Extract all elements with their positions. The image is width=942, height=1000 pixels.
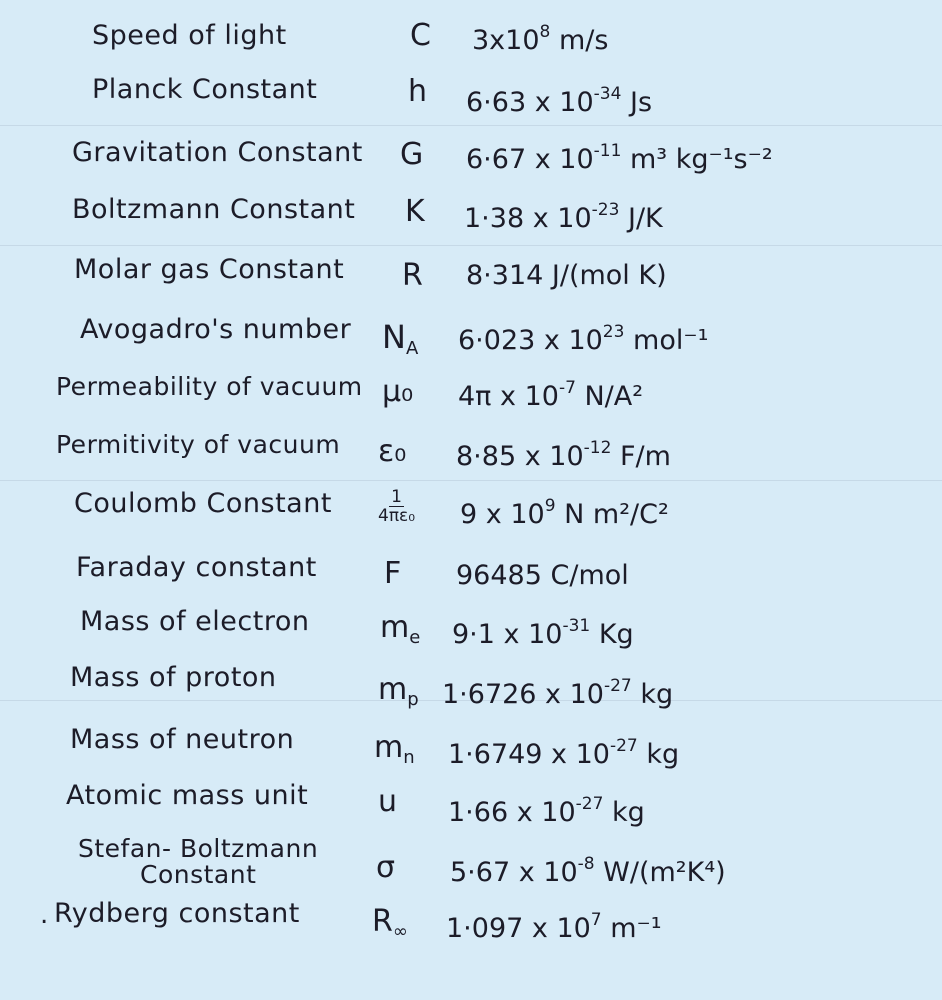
constant-value (456, 560, 629, 591)
constant-value (460, 496, 669, 530)
constant-symbol-fraction (378, 488, 415, 525)
constant-name-line2: Constant (140, 860, 257, 889)
value-unit: N/A² (584, 381, 644, 412)
constant-symbol: C (410, 18, 431, 53)
constant-row-faraday (0, 546, 942, 604)
constant-row-permeability (0, 368, 942, 426)
constant-symbol (380, 610, 420, 648)
constant-name: Avogadro's number (80, 314, 352, 345)
constant-row-coulomb (0, 486, 942, 544)
value-exponent: -12 (583, 438, 612, 458)
symbol-main: m (374, 730, 404, 765)
constant-row-planck (0, 72, 942, 130)
constant-symbol (378, 672, 419, 710)
constant-symbol: μ₀ (382, 374, 414, 409)
value-unit: J/(mol K) (551, 260, 667, 291)
constant-value (472, 22, 608, 56)
value-exponent: 8 (539, 22, 551, 42)
value-exponent: -7 (558, 378, 576, 398)
constant-row-molar-gas (0, 252, 942, 310)
symbol-subscript: p (407, 689, 419, 710)
constant-value (448, 794, 645, 828)
constant-symbol: K (405, 194, 425, 229)
constant-symbol: ε₀ (378, 434, 407, 469)
value-exponent: -27 (575, 794, 604, 814)
constant-value (458, 322, 708, 356)
value-mantissa: 9·1 x 10 (452, 619, 563, 650)
value-mantissa: 1·6749 x 10 (448, 739, 610, 770)
value-mantissa: 4π x 10 (458, 381, 559, 412)
constant-name: Faraday constant (76, 552, 317, 583)
value-mantissa: 96485 (456, 560, 542, 591)
constant-value (458, 378, 643, 412)
constant-name: Atomic mass unit (66, 780, 309, 811)
value-unit: F/m (620, 441, 671, 472)
constant-symbol (382, 318, 418, 359)
constant-symbol: u (378, 784, 398, 819)
value-unit: C/mol (550, 560, 629, 591)
constant-value (456, 438, 671, 472)
constant-name: Boltzmann Constant (72, 194, 356, 225)
constant-name: Mass of proton (70, 662, 277, 693)
symbol-main: m (378, 672, 408, 707)
symbol-subscript: A (405, 338, 419, 359)
value-exponent: -11 (593, 141, 622, 161)
value-unit: kg (612, 797, 645, 828)
constant-value (452, 616, 634, 650)
constant-row-stefan-boltzmann (0, 834, 942, 892)
value-mantissa: 1·66 x 10 (448, 797, 576, 828)
value-mantissa: 9 x 10 (460, 499, 545, 530)
constant-name: Molar gas Constant (74, 254, 345, 285)
value-mantissa: 6·63 x 10 (466, 87, 594, 118)
value-exponent: -8 (577, 854, 595, 874)
constant-name: Speed of light (92, 20, 287, 51)
constant-symbol: F (384, 556, 402, 591)
constant-symbol (372, 904, 408, 942)
value-exponent: -34 (593, 84, 622, 104)
value-mantissa: 1·38 x 10 (464, 203, 592, 234)
constant-name: Gravitation Constant (72, 137, 363, 168)
symbol-main: N (382, 318, 406, 356)
constant-row-speed-of-light (0, 14, 942, 72)
constant-name: Permeability of vacuum (56, 372, 363, 401)
constant-name: Mass of neutron (70, 724, 295, 755)
constant-value (466, 84, 652, 118)
value-exponent: 7 (590, 910, 602, 930)
value-exponent: 9 (544, 496, 556, 516)
value-unit: N m²/C² (564, 499, 669, 530)
fraction-denominator: 4πε₀ (378, 506, 416, 526)
constant-name: Mass of electron (80, 606, 310, 637)
value-unit: kg (646, 739, 680, 770)
constant-value (464, 200, 663, 234)
value-exponent: -27 (609, 736, 638, 756)
value-unit: m/s (558, 25, 609, 56)
constant-symbol: G (400, 137, 424, 172)
value-mantissa: 1·097 x 10 (446, 913, 591, 944)
constant-symbol: σ (376, 850, 396, 885)
constant-row-gravitation (0, 135, 942, 193)
constant-value (466, 141, 773, 175)
constant-name (78, 836, 318, 888)
constant-row-atomic-mass-unit (0, 776, 942, 834)
constant-name: Rydberg constant (54, 898, 300, 929)
symbol-subscript: n (403, 747, 415, 768)
symbol-main: R (372, 904, 393, 939)
value-mantissa: 8·85 x 10 (456, 441, 584, 472)
constant-value (446, 910, 662, 944)
symbol-main: m (380, 610, 410, 645)
constant-symbol (374, 730, 415, 768)
value-mantissa: 8·314 (466, 260, 544, 291)
value-mantissa: 6·023 x 10 (458, 325, 603, 356)
bullet-dot: . (40, 900, 49, 930)
value-mantissa: 5·67 x 10 (450, 857, 578, 888)
value-unit: mol⁻¹ (633, 325, 709, 356)
value-unit: Js (630, 87, 653, 118)
symbol-subscript: e (409, 627, 421, 648)
constant-row-boltzmann (0, 192, 942, 250)
constant-row-proton-mass (0, 660, 942, 718)
constant-symbol: R (402, 258, 423, 293)
constant-name: Planck Constant (92, 74, 318, 105)
value-exponent: -23 (591, 200, 620, 220)
constant-row-permitivity (0, 426, 942, 484)
value-exponent: 23 (602, 322, 625, 342)
constant-row-electron-mass (0, 602, 942, 660)
value-mantissa: 3x10 (472, 25, 540, 56)
constant-row-rydberg (0, 896, 942, 954)
value-exponent: -31 (562, 616, 591, 636)
symbol-subscript: ∞ (392, 921, 408, 942)
value-unit: W/(m²K⁴) (603, 857, 726, 888)
constant-value (450, 854, 726, 888)
constant-symbol: h (408, 74, 428, 109)
value-unit: m³ kg⁻¹s⁻² (630, 144, 773, 175)
value-unit: Kg (598, 619, 634, 650)
constant-value (466, 260, 667, 291)
value-exponent: -27 (603, 676, 632, 696)
constant-value (442, 676, 673, 710)
value-mantissa: 6·67 x 10 (466, 144, 594, 175)
value-unit: m⁻¹ (610, 913, 662, 944)
constant-name: Permitivity of vacuum (56, 430, 341, 459)
constant-value (448, 736, 679, 770)
value-mantissa: 1·6726 x 10 (442, 679, 604, 710)
constant-row-avogadro (0, 310, 942, 368)
fraction-numerator: 1 (391, 487, 402, 507)
constant-name-line1: Stefan- Boltzmann (78, 834, 319, 863)
value-unit: kg (640, 679, 674, 710)
value-unit: J/K (628, 203, 663, 234)
constant-name: Coulomb Constant (74, 488, 332, 519)
constant-row-neutron-mass (0, 718, 942, 776)
